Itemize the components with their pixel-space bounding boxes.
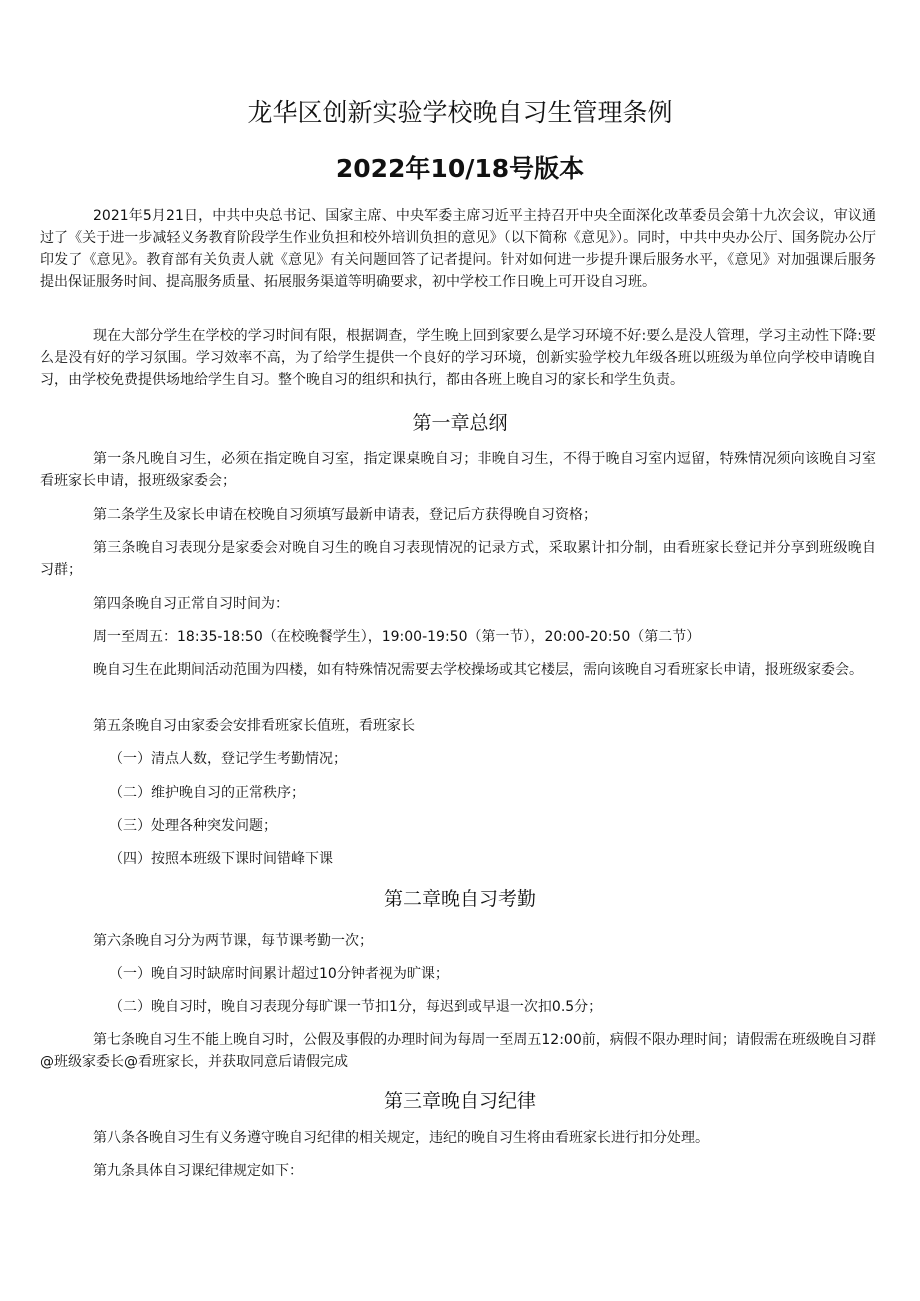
chapter-2-heading: 第二章晚自习考勤: [383, 888, 536, 910]
article-5-item: （二）维护晚自习的正常秩序；: [109, 785, 305, 801]
article-5-item: （三）处理各种突发问题；: [109, 818, 277, 834]
article-6-item: （一）晚自习时缺席时间累计超过10分钟者视为旷课；: [109, 966, 449, 982]
intro-paragraph-1: 2021年5月21日，中共中央总书记、国家主席、中央军委主席习近平主持召开中央全面深化改革委员会第十九次会议，审议通过了《关于进一步减轻义务教育阶段学生作业负担和校外培训负担的意见》（以下简称《意见》）。同时，中共中央办公厅、国务院办公厅印发了《意见》。教育部有关负责人就《意见》有关问题回答了记者提问。针对如何进一步提升课后服务水平，《意见》对加强课后服务提出保证服务时间、提高服务质量、拓展服务渠道等明确要求，初中学校工作日晚上可开设自习班。: [40, 208, 876, 290]
article-1: 第一条凡晚自习生，必须在指定晚自习室，指定课桌晚自习；非晚自习生，不得于晚自习室内逗留，特殊情况须向该晚自习室看班家长申请，报班级家委会；: [40, 451, 876, 489]
article-5: 第五条晚自习由家委会安排看班家长值班，看班家长: [93, 718, 415, 734]
article-5-item: （一）清点人数，登记学生考勤情况；: [109, 751, 347, 767]
article-6-item: （二）晚自习时，晚自习表现分每旷课一节扣1分，每迟到或早退一次扣0.5分；: [109, 999, 603, 1015]
document-version: 2022年10/18号版本: [335, 154, 585, 183]
article-2: 第二条学生及家长申请在校晚自习须填写最新申请表，登记后方获得晚自习资格；: [93, 507, 597, 523]
article-6: 第六条晚自习分为两节课，每节课考勤一次；: [93, 933, 373, 949]
article-8: 第八条各晚自习生有义务遵守晚自习纪律的相关规定，违纪的晚自习生将由看班家长进行扣分处理。: [93, 1130, 709, 1146]
article-5-item: （四）按照本班级下课时间错峰下课: [109, 851, 333, 867]
article-4: 第四条晚自习正常自习时间为：: [93, 596, 289, 612]
article-9: 第九条具体自习课纪律规定如下：: [93, 1163, 303, 1179]
intro-paragraph-2: 现在大部分学生在学校的学习时间有限，根据调查，学生晚上回到家要么是学习环境不好:要么是没人管理，学习主动性下降:要么是没有好的学习氛围。学习效率不高，为了给学生提供一个良好的学习环境，创新实验学校九年级各班以班级为单位向学校申请晚自习，由学校免费提供场地给学生自习。整个晚自习的组织和执行，都由各班上晚自习的家长和学生负责。: [40, 328, 876, 388]
article-4-schedule: 周一至周五：18:35-18:50（在校晚餐学生），19:00-19:50（第一节），20:00-20:50（第二节）: [93, 629, 701, 645]
article-3: 第三条晚自习表现分是家委会对晚自习生的晚自习表现情况的记录方式，采取累计扣分制，由看班家长登记并分享到班级晚自习群；: [40, 540, 876, 578]
chapter-3-heading: 第三章晚自习纪律: [383, 1090, 536, 1112]
article-4-scope: 晚自习生在此期间活动范围为四楼，如有特殊情况需要去学校操场或其它楼层，需向该晚自习看班家长申请，报班级家委会。: [93, 662, 863, 678]
article-7: 第七条晚自习生不能上晚自习时，公假及事假的办理时间为每周一至周五12:00前，病假不限办理时间；请假需在班级晚自习群@班级家委长@看班家长，并获取同意后请假完成: [40, 1032, 876, 1070]
document-title: 龙华区创新实验学校晚自习生管理条例: [247, 98, 673, 127]
chapter-1-heading: 第一章总纲: [412, 412, 508, 434]
